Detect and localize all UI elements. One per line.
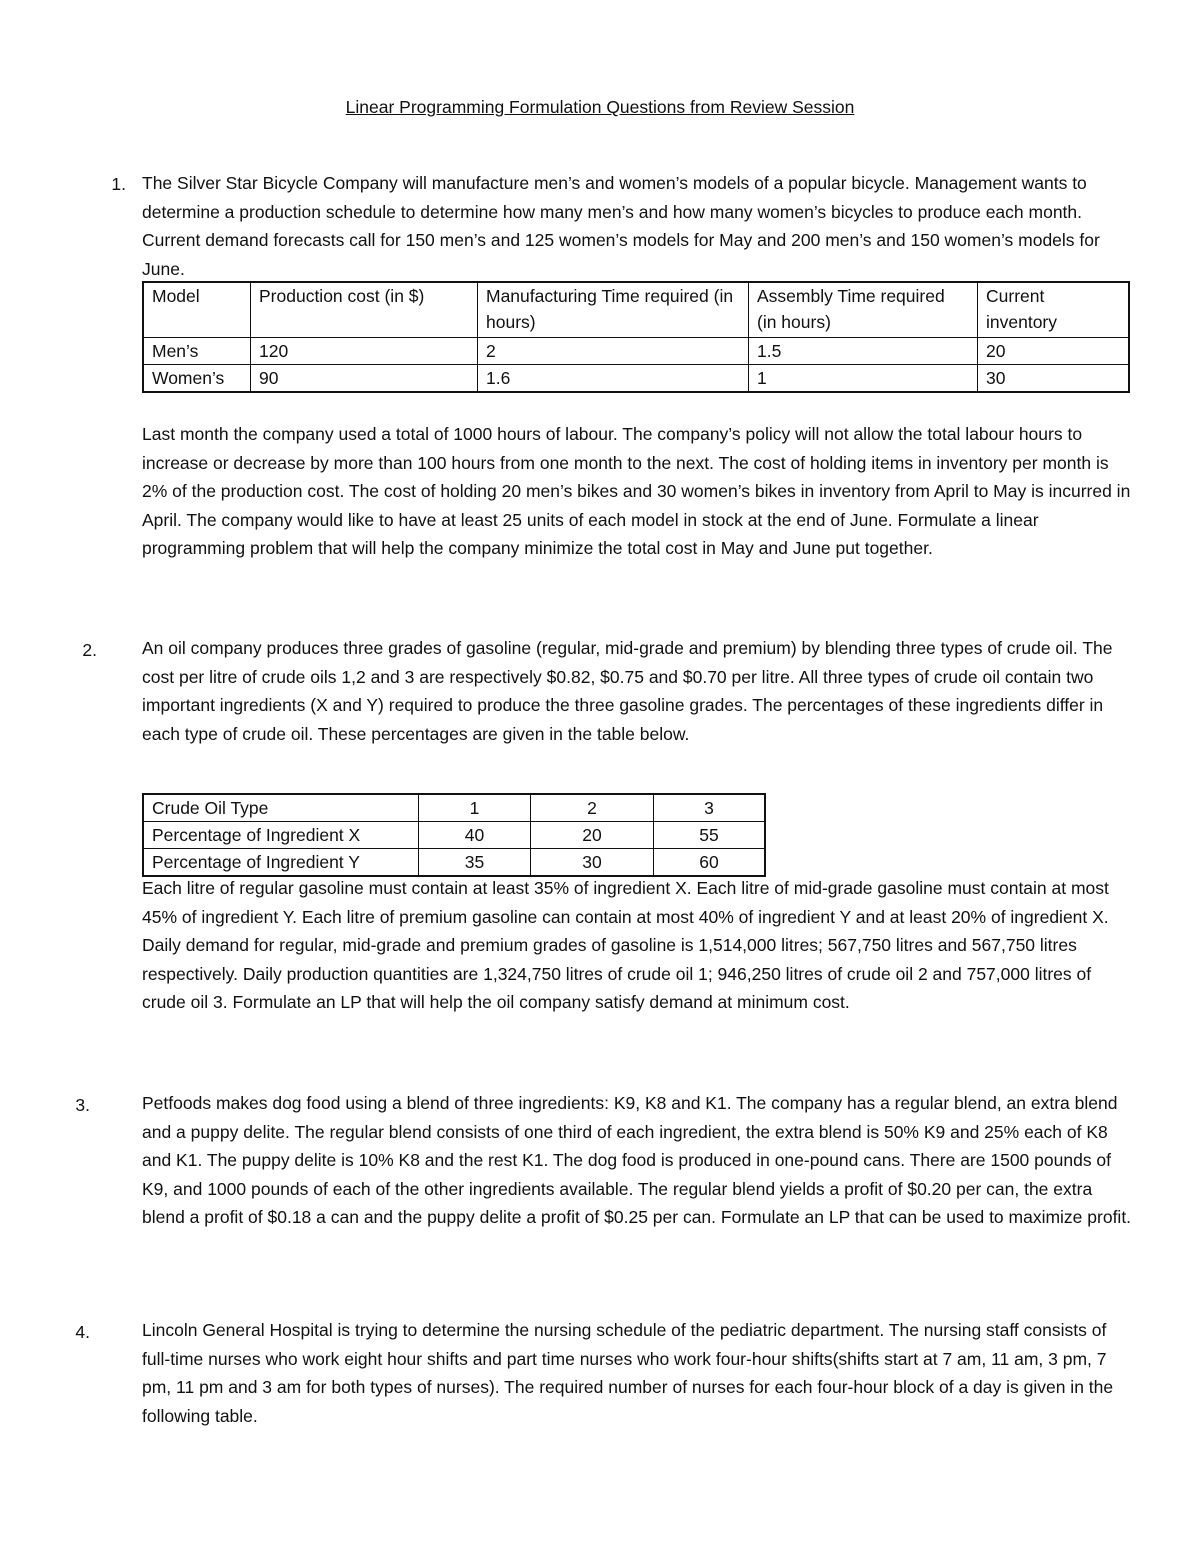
table-row xyxy=(143,365,1129,393)
table-cell: 1.6 xyxy=(478,365,749,393)
table-header-cell: 2 xyxy=(531,794,654,822)
question-4-number: 4. xyxy=(75,1322,90,1342)
table-row xyxy=(143,338,1129,365)
table-cell: Percentage of Ingredient Y xyxy=(143,849,419,877)
table-header-cell: Current inventory xyxy=(978,282,1130,338)
table-cell: 2 xyxy=(478,338,749,365)
table-header-cell: 3 xyxy=(654,794,766,822)
table-header-row xyxy=(143,282,1129,338)
table-cell: 35 xyxy=(419,849,531,877)
question-2-intro: An oil company produces three grades of gasoline (regular, mid-grade and premium) by blending three types of crude oil. The cost per litre of crude oils 1,2 and 3 are respectively $0.82, $0.75 and $0.70 per litre. All three types of crude oil contain two important ingredients (X and Y) required to produce the three gasoline grades. The percentages of these ingredients differ in each type of crude oil. These percentages are given in the table below. xyxy=(142,638,1113,744)
table-cell: 1.5 xyxy=(749,338,978,365)
table-cell: 120 xyxy=(251,338,478,365)
table-cell: 30 xyxy=(978,365,1130,393)
table-cell: Percentage of Ingredient X xyxy=(143,822,419,849)
table-cell: 1 xyxy=(749,365,978,393)
table-header-row xyxy=(143,794,765,822)
table-cell: 20 xyxy=(531,822,654,849)
table-header-cell: Manufacturing Time required (in hours) xyxy=(478,282,749,338)
table-cell: 30 xyxy=(531,849,654,877)
question-1-body: Last month the company used a total of 1000 hours of labour. The company’s policy will not allow the total labour hours to increase or decrease by more than 100 hours from one month to the next. The cost of holding items in inventory per month is 2% of the production cost. The cost of holding 20 men’s bikes and 30 women’s bikes in inventory from April to May is incurred in April. The company would like to have at least 25 units of each model in stock at the end of June. Formulate a linear programming problem that will help the company minimize the total cost in May and June put together. xyxy=(142,424,1131,558)
question-4-body: Lincoln General Hospital is trying to determine the nursing schedule of the pediatric department. The nursing staff consists of full-time nurses who work eight hour shifts and part time nurses who work four-hour shifts(shifts start at 7 am, 11 am, 3 pm, 7 pm, 11 pm and 3 am for both types of nurses). The required number of nurses for each four-hour block of a day is given in the following table. xyxy=(142,1320,1114,1426)
document-title: Linear Programming Formulation Questions from Review Session xyxy=(345,97,855,117)
table-cell: Men’s xyxy=(143,338,251,365)
table-cell: 55 xyxy=(654,822,766,849)
table-cell: 20 xyxy=(978,338,1130,365)
question-3-body: Petfoods makes dog food using a blend of three ingredients: K9, K8 and K1. The company has a regular blend, an extra blend and a puppy delite. The regular blend consists of one third of each ingredient, the extra blend is 50% K9 and 25% each of K8 and K1. The puppy delite is 10% K8 and the rest K1. The dog food is produced in one-pound cans. There are 1500 pounds of K9, and 1000 pounds of each of the other ingredients available. The regular blend yields a profit of $0.20 per can, the extra blend a profit of $0.18 a can and the puppy delite a profit of $0.25 per can. Formulate an LP that can be used to maximize profit. xyxy=(142,1093,1132,1227)
table-header-cell: Model xyxy=(143,282,251,338)
question-3-number: 3. xyxy=(75,1095,90,1115)
table-header-cell: Production cost (in $) xyxy=(251,282,478,338)
table-cell: 40 xyxy=(419,822,531,849)
question-1-number: 1. xyxy=(111,174,126,194)
table-header-cell: 1 xyxy=(419,794,531,822)
table-cell: 90 xyxy=(251,365,478,393)
table-cell: Women’s xyxy=(143,365,251,393)
question-1-intro: The Silver Star Bicycle Company will manufacture men’s and women’s models of a popular bicycle. Management wants to determine a production schedule to determine how many men’s and how many women’s bicycles to produce each month. Current demand forecasts call for 150 men’s and 125 women’s models for May and 200 men’s and 150 women’s models for June. xyxy=(142,173,1100,279)
table-row xyxy=(143,849,765,877)
question-2-body: Each litre of regular gasoline must contain at least 35% of ingredient X. Each litre of mid-grade gasoline must contain at most 45% of ingredient Y. Each litre of premium gasoline can contain at most 40% of ingredient Y and at least 20% of ingredient X. Daily demand for regular, mid-grade and premium grades of gasoline is 1,514,000 litres; 567,750 litres and 567,750 litres respectively. Daily production quantities are 1,324,750 litres of crude oil 1; 946,250 litres of crude oil 2 and 757,000 litres of crude oil 3. Formulate an LP that will help the oil company satisfy demand at minimum cost. xyxy=(142,878,1109,1012)
bicycle-model-table xyxy=(142,281,1130,393)
table-header-cell: Crude Oil Type xyxy=(143,794,419,822)
crude-oil-table xyxy=(142,793,766,877)
question-2-number: 2. xyxy=(82,640,97,660)
table-header-cell: Assembly Time required (in hours) xyxy=(749,282,978,338)
table-cell: 60 xyxy=(654,849,766,877)
table-row xyxy=(143,822,765,849)
